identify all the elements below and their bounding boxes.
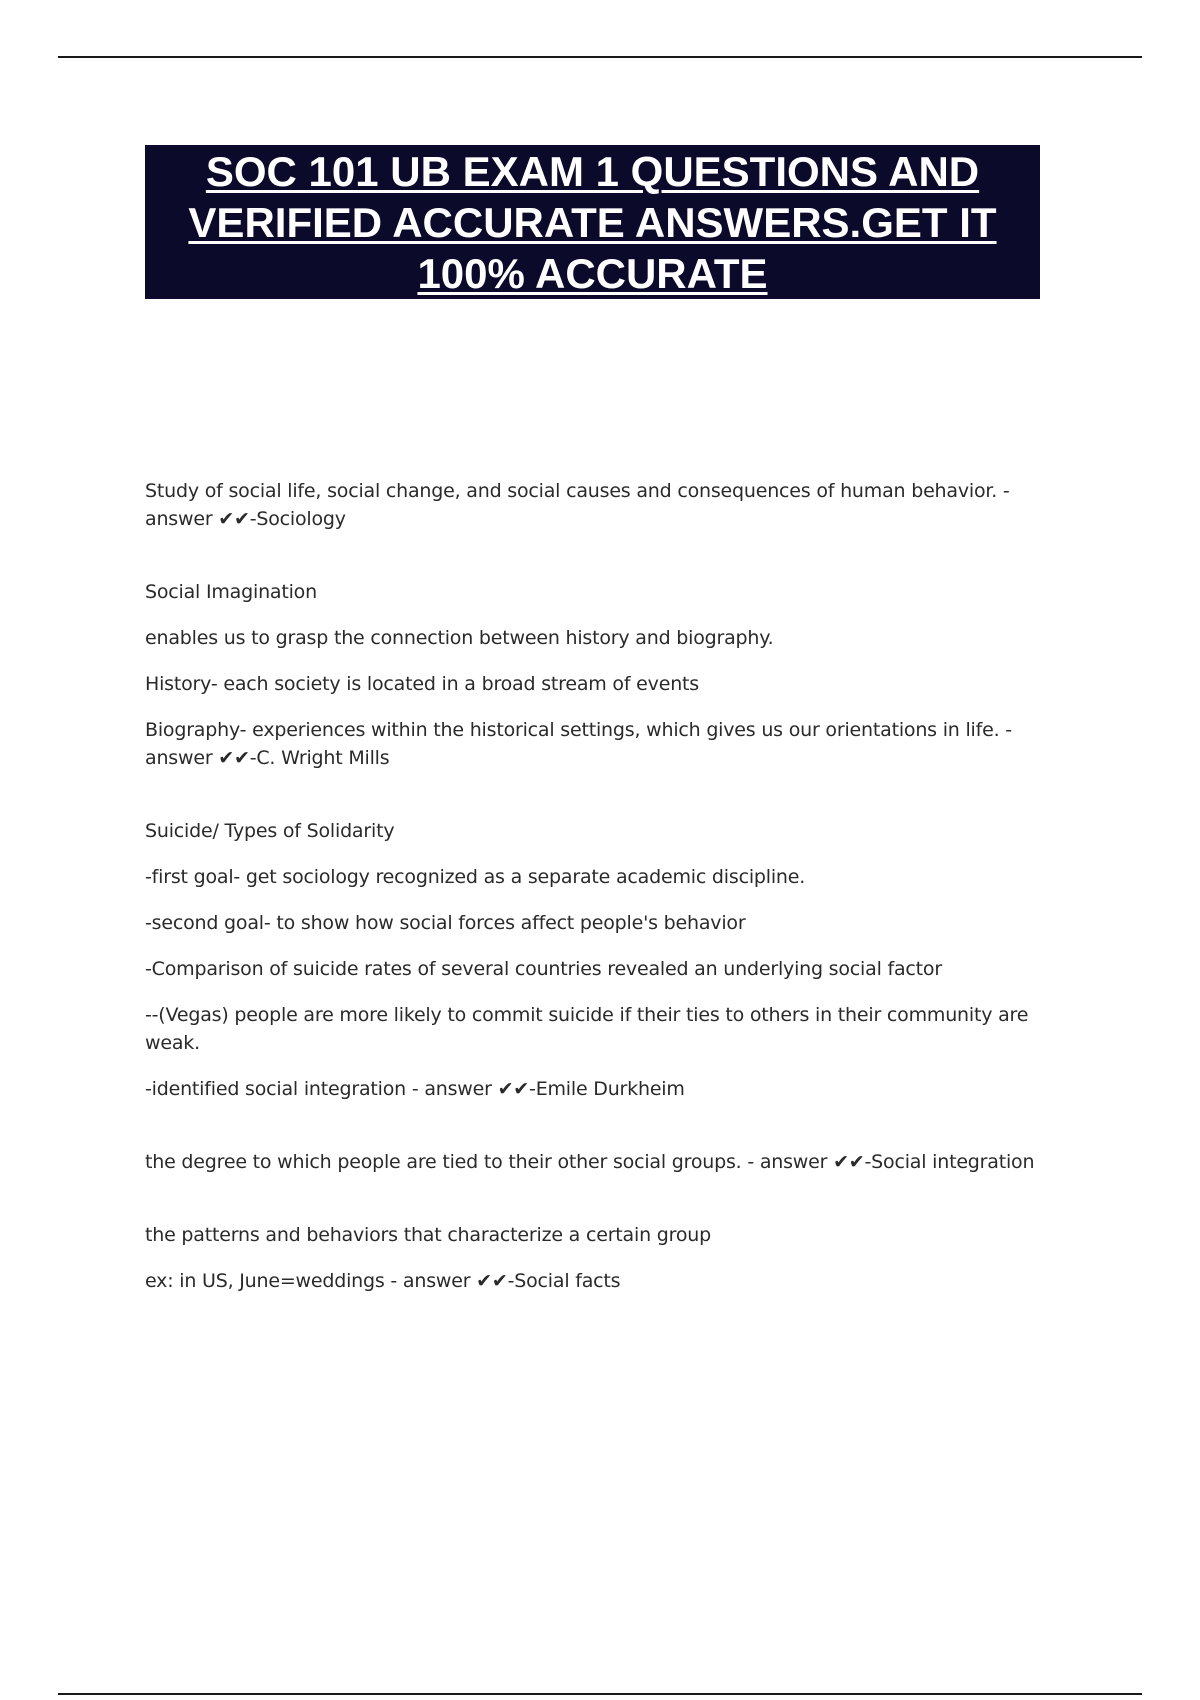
entry-line: Biography- experiences within the historical settings, which gives us our orientations in life. - answer ✔✔-C. Wright Mills [145,719,1012,769]
qa-entry [145,578,1065,772]
entry-line: -first goal- get sociology recognized as a separate academic discipline. [145,866,806,888]
footer-rule [58,1693,1142,1695]
entry-line: -identified social integration - answer ✔✔-Emile Durkheim [145,1078,685,1100]
qa-entry [145,1148,1065,1176]
entry-line: the patterns and behaviors that characterize a certain group [145,1224,711,1246]
entry-line: ex: in US, June=weddings - answer ✔✔-Social facts [145,1270,621,1292]
qa-list [145,477,1065,1340]
entry-line: -Comparison of suicide rates of several countries revealed an underlying social factor [145,958,942,980]
entry-line: -second goal- to show how social forces affect people's behavior [145,912,746,934]
entry-line: the degree to which people are tied to their other social groups. - answer ✔✔-Social integration [145,1151,1035,1173]
entry-line: Suicide/ Types of Solidarity [145,820,395,842]
entry-line: --(Vegas) people are more likely to commit suicide if their ties to others in their community are weak. [145,1004,1029,1054]
entry-line: Social Imagination [145,581,317,603]
entry-line: Study of social life, social change, and social causes and consequences of human behavior. - answer ✔✔-Sociology [145,480,1010,530]
title-banner [145,145,1040,299]
entry-line: History- each society is located in a broad stream of events [145,673,699,695]
qa-entry [145,817,1065,1103]
qa-entry [145,1221,1065,1295]
entry-line: enables us to grasp the connection between history and biography. [145,627,774,649]
qa-entry [145,477,1065,533]
header-rule [58,56,1142,58]
document-title: SOC 101 UB EXAM 1 QUESTIONS AND VERIFIED ACCURATE ANSWERS.GET IT 100% ACCURATE [188,147,997,297]
